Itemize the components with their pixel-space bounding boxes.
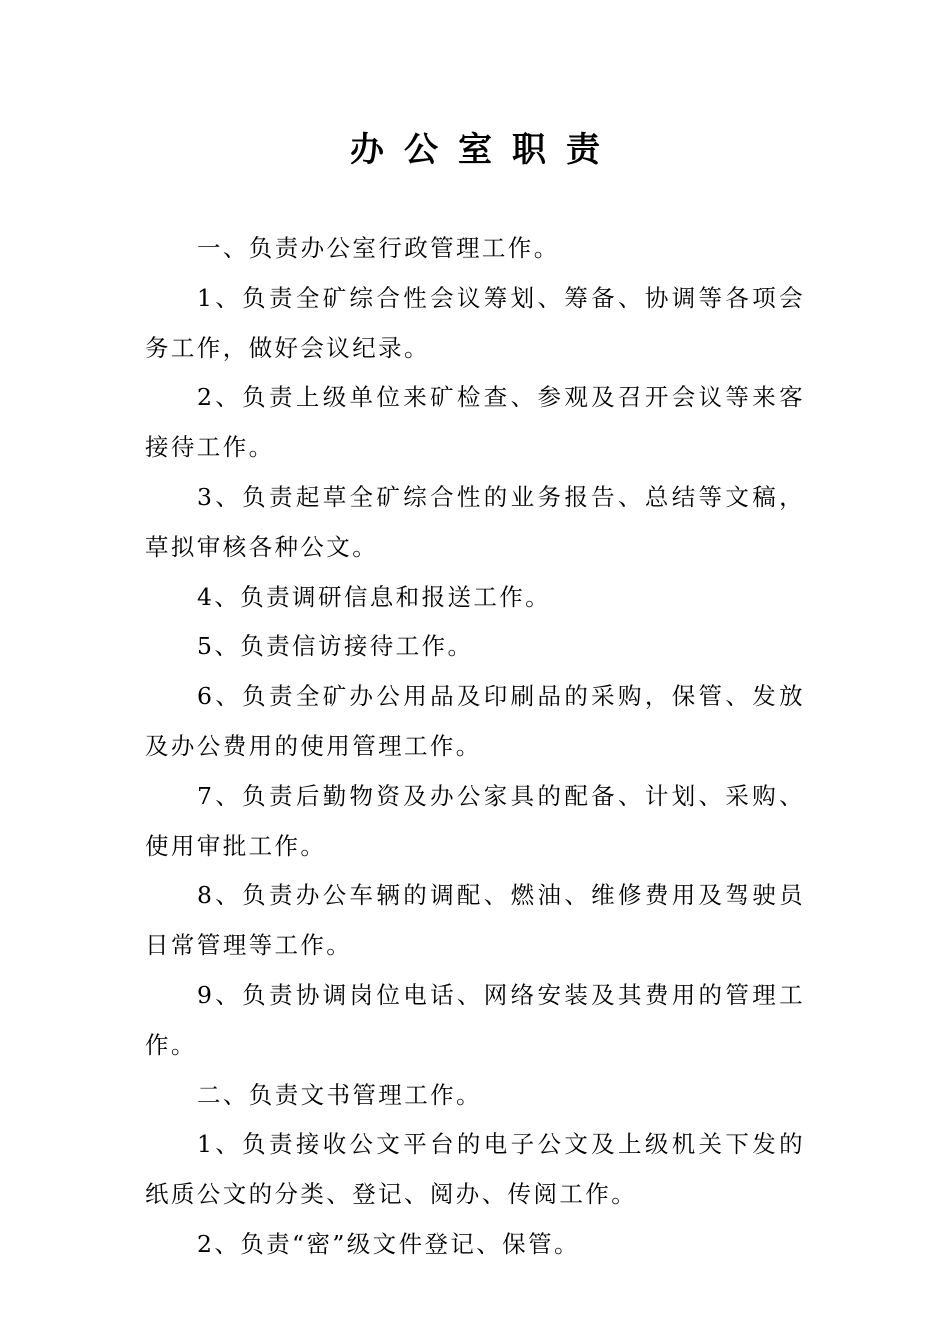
page-title: 办公室职责 [350, 130, 620, 170]
paragraph-item: 7、负责后勤物资及办公家具的配备、计划、采购、使用审批工作。 [145, 781, 805, 860]
paragraph-item: 5、负责信访接待工作。 [197, 632, 474, 661]
paragraph-section-2: 二、负责文书管理工作。 [197, 1080, 482, 1109]
document-body [145, 224, 805, 1270]
paragraph-item: 9、负责协调岗位电话、网络安装及其费用的管理工作。 [145, 980, 805, 1059]
paragraph-item: 3、负责起草全矿综合性的业务报告、总结等文稿，草拟审核各种公文。 [145, 482, 805, 561]
paragraph-item: 1、负责接收公文平台的电子公文及上级机关下发的纸质公文的分类、登记、阅办、传阅工作。 [145, 1130, 805, 1209]
paragraph-item: 2、负责“密”级文件登记、保管。 [197, 1229, 580, 1258]
paragraph-section-1: 一、负责办公室行政管理工作。 [197, 234, 560, 262]
paragraph-item: 6、负责全矿办公用品及印刷品的采购，保管、发放及办公费用的使用管理工作。 [145, 682, 805, 760]
paragraph-item: 2、负责上级单位来矿检查、参观及召开会议等来客接待工作。 [145, 383, 805, 462]
paragraph-item: 1、负责全矿综合性会议筹划、筹备、协调等各项会务工作，做好会议纪录。 [145, 283, 805, 362]
paragraph-item: 8、负责办公车辆的调配、燃油、维修费用及驾驶员日常管理等工作。 [145, 881, 805, 960]
paragraph-item: 4、负责调研信息和报送工作。 [197, 582, 552, 611]
